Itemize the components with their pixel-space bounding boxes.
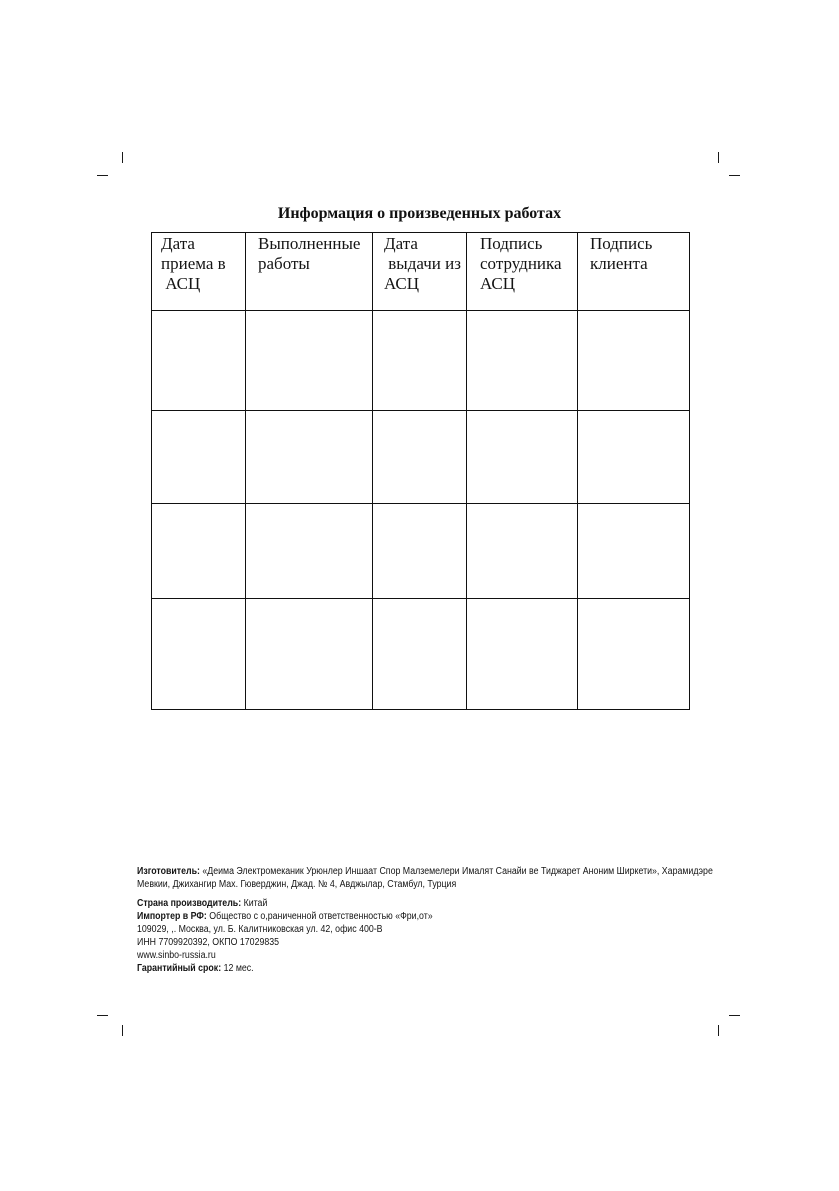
header-text-line: работы [258,254,310,273]
header-text-line: Выполненные [258,234,361,253]
warranty-line [137,962,735,975]
table-header-row [152,233,690,311]
table-cell [373,599,467,710]
table-row [152,411,690,504]
crop-mark [729,175,740,176]
table-cell [467,504,578,599]
table-cell [578,504,690,599]
importer-name: Общество с о,раниченной ответственностью «Фри,от» [209,911,433,922]
table-cell [578,411,690,504]
table-cell [246,311,373,411]
crop-mark [97,175,108,176]
header-text-line: АСЦ [161,274,201,293]
table-cell [152,504,246,599]
table-cell [467,411,578,504]
table-cell [373,311,467,411]
table-cell [152,311,246,411]
importer-ids: ИНН 7709920392, ОКПО 17029835 [137,937,280,948]
manufacturer-line [137,865,735,878]
header-text-line: клиента [590,254,648,273]
crop-mark [718,152,719,163]
country-value: Китай [243,898,268,909]
header-cell-return-date [373,233,467,311]
work-record-table [151,232,690,710]
country-line [137,897,735,910]
manufacturer-name: «Деима Электромеканик Урюнлер Иншаат Спор Малземелери Ималят Санайи ве Тиджарет Аноним Ширкети», Харамидэре [202,866,713,877]
header-text-line: выдачи из [384,254,461,273]
table-cell [152,411,246,504]
header-cell-staff-signature [467,233,578,311]
table-cell [152,599,246,710]
importer-label: Импортер в РФ: [137,911,207,922]
table-row [152,504,690,599]
crop-mark [122,1025,123,1036]
manufacturer-address: Мевкии, Джихангир Мах. Гюверджин, Джад. № 4, Авджылар, Стамбул, Турция [137,879,457,890]
header-cell-client-signature [578,233,690,311]
table-cell [246,411,373,504]
header-cell-received-date [152,233,246,311]
crop-mark [97,1015,108,1016]
table-cell [467,311,578,411]
page-title: Информация о произведенных работах [277,205,562,222]
table-cell [246,599,373,710]
importer-address: 109029, ,. Москва, ул. Б. Калитниковская ул. 42, офис 400-В [137,924,383,935]
importer-line [137,910,735,923]
header-text-line: приема в [161,254,226,273]
manufacturer-label: Изготовитель: [137,866,200,877]
crop-mark [718,1025,719,1036]
header-text-line: Дата [384,234,418,253]
website-text: www.sinbo-russia.ru [137,950,216,961]
manufacturer-info [137,865,735,975]
header-text-line: Подпись [480,234,543,253]
header-text-line: АСЦ [384,274,420,293]
warranty-label: Гарантийный срок: [137,963,222,974]
table-row [152,311,690,411]
table-cell [373,504,467,599]
crop-mark [729,1015,740,1016]
header-text-line: Дата [161,234,195,253]
table-row [152,599,690,710]
table-cell [578,311,690,411]
header-text-line: сотрудника [480,254,562,273]
table-cell [246,504,373,599]
table-cell [578,599,690,710]
header-text-line: АСЦ [480,274,516,293]
header-text-line: Подпись [590,234,653,253]
country-label: Страна производитель: [137,898,242,909]
crop-mark [122,152,123,163]
table-cell [373,411,467,504]
header-cell-work-performed [246,233,373,311]
warranty-value: 12 мес. [223,963,254,974]
table-cell [467,599,578,710]
